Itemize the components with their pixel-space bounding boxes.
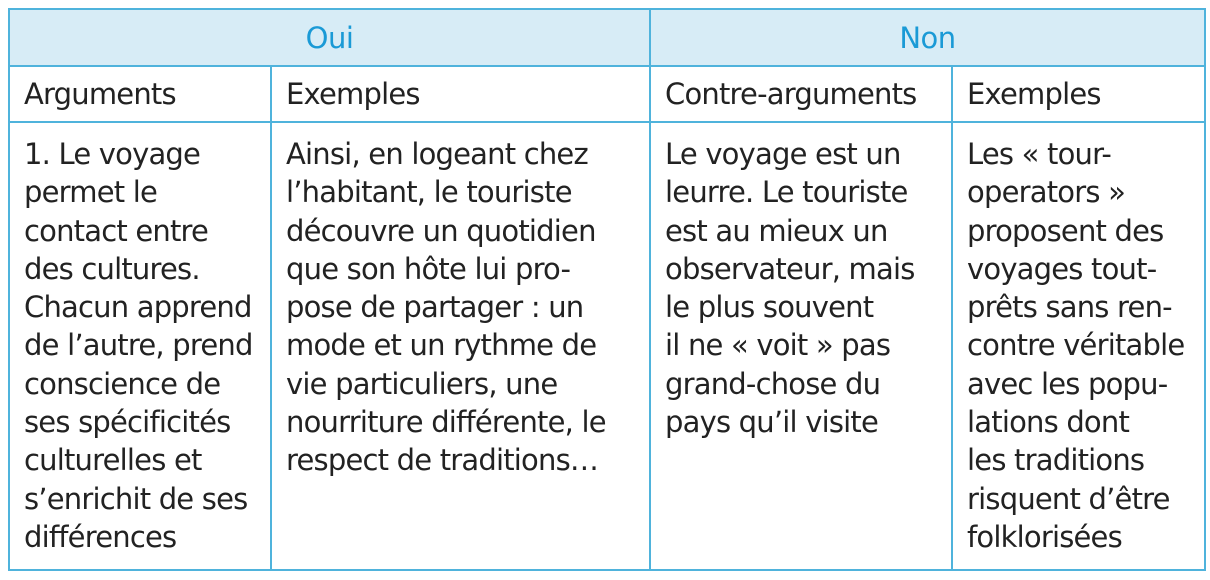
cell-line: vie particuliers, une	[286, 366, 558, 401]
cell-line: des cultures.	[24, 251, 200, 286]
cell-arguments	[9, 122, 271, 570]
group-header-non: Non	[650, 9, 1205, 66]
cell-line: Les « tour-	[967, 137, 1112, 171]
cell-line: folklorisées	[967, 519, 1122, 554]
cell-line: lations dont	[967, 405, 1130, 440]
cell-exemples-non	[952, 122, 1205, 570]
cell-line: pose de partager : un	[286, 290, 584, 325]
cell-line: de l’autre, prend	[24, 328, 253, 363]
column-header-arguments: Arguments	[9, 66, 271, 122]
cell-line: est au mieux un	[665, 213, 888, 248]
cell-line: respect de traditions…	[286, 443, 599, 478]
cell-line: Ainsi, en logeant chez	[286, 137, 588, 171]
cell-line: avec les popu-	[967, 366, 1168, 401]
cell-line: l’habitant, le touriste	[286, 175, 572, 210]
cell-line: risquent d’être	[967, 481, 1170, 516]
cell-line: s’enrichit de ses	[24, 481, 248, 516]
cell-line: contre véritable	[967, 328, 1185, 363]
column-header-exemples-non: Exemples	[952, 66, 1205, 122]
table-row	[9, 122, 1205, 570]
cell-line: nourriture différente, le	[286, 405, 606, 440]
group-header-row	[9, 9, 1205, 66]
column-header-exemples-oui: Exemples	[271, 66, 650, 122]
cell-exemples-oui	[271, 122, 650, 570]
cell-line: voyages tout-	[967, 251, 1157, 286]
cell-line: prêts sans ren-	[967, 290, 1172, 325]
cell-line: Le voyage est un	[665, 137, 901, 171]
cell-line: operators »	[967, 175, 1126, 210]
cell-line: Chacun apprend	[24, 290, 252, 325]
group-header-oui: Oui	[9, 9, 650, 66]
argument-table	[8, 8, 1206, 571]
cell-line: que son hôte lui pro-	[286, 251, 571, 286]
cell-line: grand-chose du	[665, 366, 881, 401]
argument-table-container	[8, 8, 1204, 571]
cell-line: le plus souvent	[665, 290, 874, 325]
cell-line: permet le	[24, 175, 158, 210]
cell-line: découvre un quotidien	[286, 213, 596, 248]
cell-line: culturelles et	[24, 443, 202, 478]
cell-line: les traditions	[967, 443, 1145, 478]
cell-contre-arguments	[650, 122, 952, 570]
cell-line: proposent des	[967, 213, 1164, 248]
cell-line: contact entre	[24, 213, 209, 248]
cell-line: conscience de	[24, 366, 221, 401]
cell-line: mode et un rythme de	[286, 328, 597, 363]
cell-line: il ne « voit » pas	[665, 328, 891, 363]
cell-line: pays qu’il visite	[665, 405, 879, 440]
cell-line: leurre. Le touriste	[665, 175, 908, 210]
cell-line: 1. Le voyage	[24, 137, 201, 171]
column-header-contre-arguments: Contre-arguments	[650, 66, 952, 122]
cell-line: différences	[24, 519, 177, 554]
column-header-row	[9, 66, 1205, 122]
cell-line: observateur, mais	[665, 251, 915, 286]
cell-line: ses spécificités	[24, 405, 231, 440]
